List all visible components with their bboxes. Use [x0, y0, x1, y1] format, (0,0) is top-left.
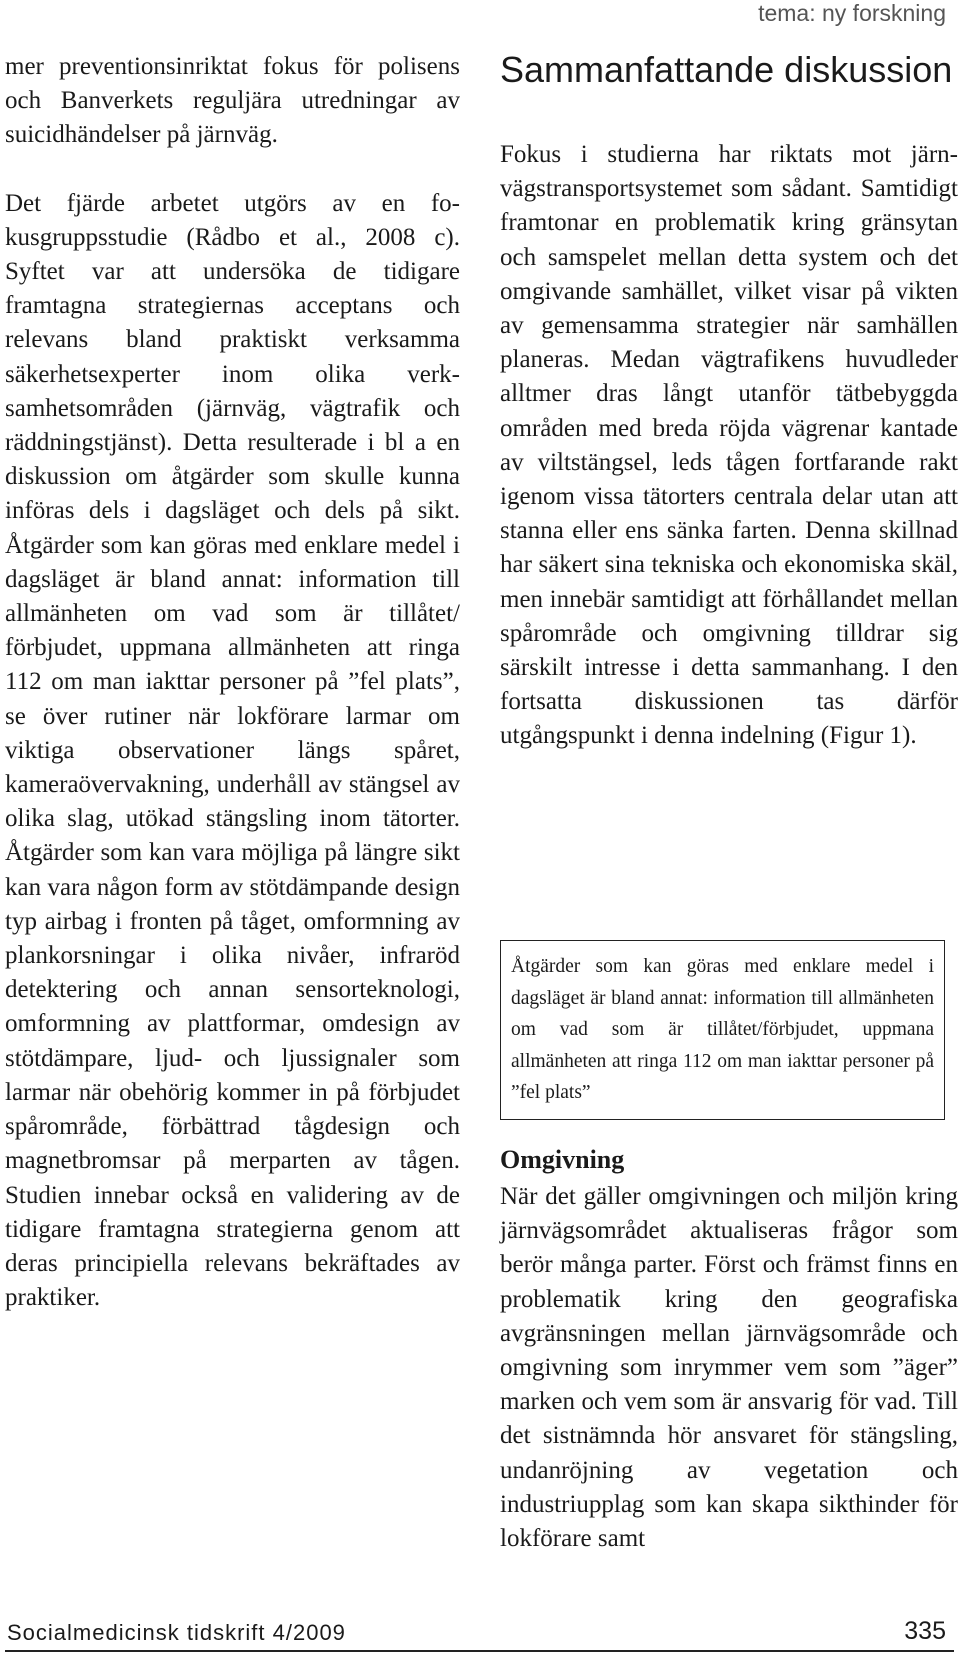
- body-paragraph: Fokus i studierna har riktats mot järnvägstransportsystemet som sådant. Samtidigt framtonar en problematik kring gränsytan och samspelet mellan detta system och det omgivande samhället, vilket visar på vikten av gemensamma strategier när samhällen planeras. Medan vägtrafikens huvudleder alltmer dras långt utanför tätbebyggda områden med breda röjda vägrenar kantade av viltstängsel, leds tågen fortfarande rakt igenom vissa tätorters centrala delar utan att stanna eller ens sänka farten. Denna skillnad har säkert sina tekniska och ekonomiska skäl, men innebär samtidigt att förhållandet mellan spårområde och omgivning tilldrar sig särskilt intresse i detta sammanhang. I den fortsatta diskussionen tas därför utgångspunkt i denna indelning (Figur 1).: [500, 141, 958, 750]
- left-column: [5, 50, 460, 1315]
- journal-title: Socialmedicinsk tidskrift 4/2009: [7, 1620, 346, 1645]
- body-paragraph: Det fjärde arbetet utgörs av en fokusgruppsstudie (Rådbo et al., 2008 c). Syftet var att undersöka de tidigare framtagna strategiernas acceptans och relevans bland praktiskt verksamma säkerhetsexperter inom olika verksamhetsområden (järnväg, vägtrafik och räddningstjänst). Detta resulterade i bl a en diskussion om åtgärder som skulle kunna införas dels i dagsläget och dels på sikt. Åtgärder som kan göras med enklare medel i dagsläget är bland annat: information till allmänheten om vad som är tillåtet/ förbjudet, uppmana allmänheten att ringa 112 om man iakttar personer på ”fel plats”, se över rutiner när lokförare larmar om viktiga observationer längs spåret, kameraövervakning, underhåll av stängsel av olika slag, utökad stängsling inom tätorter. Åtgärder som kan vara möjliga på längre sikt kan vara någon form av stötdämpande design typ airbag i fronten på tåget, omformning av plankorsningar i olika nivåer, infraröd detektering och annan sensorteknologi, omformning av plattformar, omdesign av stötdämpare, ljud- och ljussignaler som larmar när obehörig kommer in på förbjudet spårområde, förbättrad tågdesign och magnetbromsar på merparten av tågen. Studien innebar också en validering av de tidigare framtagna strategierna genom att deras principiella relevans bekräftades av praktiker.: [5, 189, 460, 1312]
- subheading: Omgivning: [500, 1145, 625, 1174]
- footer-rule: [5, 1650, 954, 1652]
- right-column: [500, 138, 958, 754]
- right-column-continued: [500, 1180, 958, 1556]
- body-paragraph: mer preventionsinriktat fokus för polisens och Banverkets reguljära utredningar av suicidhändelser på järnväg.: [5, 53, 460, 149]
- section-tag: tema: ny forskning: [758, 0, 946, 26]
- pull-quote: Åtgärder som kan göras med enklare medel i dagsläget är bland annat: information till allmänheten om vad som är tillåtet/förbjudet, uppmana allmänheten att ringa 112 om man iakttar personer på ”fel plats”: [500, 940, 945, 1120]
- body-paragraph: När det gäller omgivningen och miljön kring järnvägsområdet aktualiseras frågor som berör många parter. Först och främst finns en problematik kring den geografiska avgränsningen mellan järnvägsområde och omgivning som inrymmer vem som ”äger” marken och vem som är ansvarig för vad. Till det sistnämnda hör ansvaret för stängsling, undanröjning av vegetation och industriupplag som kan skapa sikthinder för lokförare samt: [500, 1183, 958, 1553]
- section-heading: Sammanfattande diskussion: [500, 49, 953, 90]
- page-number: 335: [904, 1617, 946, 1645]
